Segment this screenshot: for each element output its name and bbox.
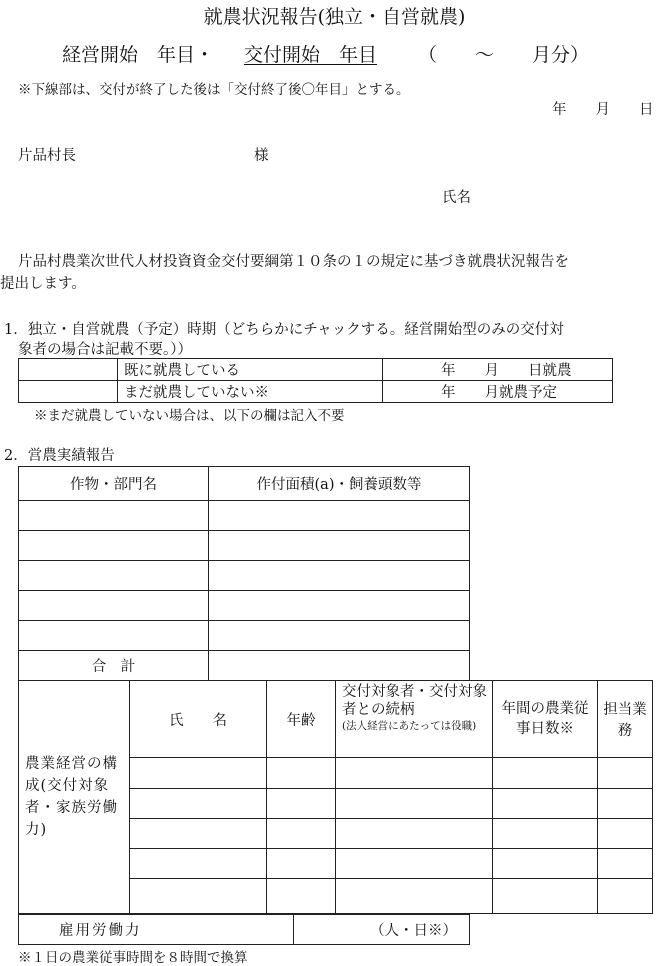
crop-header: 作物・部門名 — [19, 467, 209, 501]
area-cell[interactable] — [209, 591, 470, 621]
section1-heading: 1．独立・自営就農（予定）時期（どちらかにチャックする。経営開始型のみの交付対 — [4, 322, 564, 338]
subtitle-part2: 交付開始 年目 — [244, 44, 378, 66]
name-cell[interactable] — [130, 849, 267, 879]
total-value[interactable] — [209, 651, 470, 681]
crop-cell[interactable] — [19, 501, 209, 531]
days-header: 年間の農業従事日数※ — [493, 681, 598, 758]
relation-cell[interactable] — [336, 758, 493, 789]
subtitle-part3: （ ～ 月分） — [418, 44, 590, 66]
relation-header — [336, 681, 493, 758]
name-header: 氏 名 — [130, 681, 267, 758]
option-not-yet: まだ就農していない※ — [118, 381, 383, 403]
crop-cell[interactable] — [19, 621, 209, 651]
days-cell[interactable] — [493, 819, 598, 849]
checkbox-not-yet[interactable] — [19, 381, 118, 403]
age-cell[interactable] — [267, 879, 336, 914]
days-cell[interactable] — [493, 758, 598, 789]
name-cell[interactable] — [130, 819, 267, 849]
hired-unit: （人・日※） — [370, 923, 457, 939]
age-cell[interactable] — [267, 758, 336, 789]
option-already: 既に就農している — [118, 359, 383, 381]
area-cell[interactable] — [209, 621, 470, 651]
area-cell[interactable] — [209, 561, 470, 591]
area-cell[interactable] — [209, 501, 470, 531]
relation-header-sub: (法人経営にあたっては役職) — [342, 720, 477, 732]
date-already: 年 月 日就農 — [383, 359, 613, 381]
management-table — [18, 680, 653, 914]
relation-cell[interactable] — [336, 879, 493, 914]
relation-header-main: 交付対象者・交付対象者との続柄 — [342, 684, 487, 718]
duty-cell[interactable] — [598, 819, 653, 849]
name-cell[interactable] — [130, 758, 267, 789]
page-title: 就農状況報告(独立・自営就農) — [203, 6, 466, 28]
crop-cell[interactable] — [19, 561, 209, 591]
hired-label: 雇用労働力 — [19, 915, 294, 945]
age-header: 年齢 — [267, 681, 336, 758]
checkbox-already[interactable] — [19, 359, 118, 381]
duty-header: 担当業務 — [598, 681, 653, 758]
date-line: 年 月 日 — [552, 102, 654, 118]
body-text-line1: 片品村農業次世代人材投資資金交付要綱第１０条の１の規定に基づき就農状況報告を — [18, 254, 569, 270]
duty-cell[interactable] — [598, 879, 653, 914]
section1-table — [18, 358, 613, 403]
duty-cell[interactable] — [598, 789, 653, 819]
addressee: 片品村長 — [18, 148, 76, 164]
honorific: 様 — [254, 148, 269, 164]
age-cell[interactable] — [267, 849, 336, 879]
relation-cell[interactable] — [336, 789, 493, 819]
crop-cell[interactable] — [19, 591, 209, 621]
relation-cell[interactable] — [336, 819, 493, 849]
area-header: 作付面積(a)・飼養頭数等 — [209, 467, 470, 501]
days-cell[interactable] — [493, 879, 598, 914]
management-label: 農業経営の構成(交付対象者・家族労働力) — [19, 681, 130, 914]
date-not-yet: 年 月就農予定 — [383, 381, 613, 403]
days-cell[interactable] — [493, 849, 598, 879]
section1-heading-cont: 象者の場合は記載不要。）） — [18, 342, 192, 358]
total-label: 合 計 — [19, 651, 209, 681]
name-cell[interactable] — [130, 879, 267, 914]
footnote: ※１日の農業従事時間を８時間で換算 — [18, 950, 248, 966]
age-cell[interactable] — [267, 789, 336, 819]
underline-note: ※下線部は、交付が終了した後は「交付終了後〇年目」とする。 — [18, 82, 410, 98]
duty-cell[interactable] — [598, 758, 653, 789]
hired-labor-table — [18, 914, 470, 945]
section2-heading: 2．営農実績報告 — [4, 448, 115, 464]
subtitle-part1: 経営開始 年目・ — [62, 44, 215, 66]
section1-note: ※まだ就農していない場合は、以下の欄は記入不要 — [34, 408, 345, 424]
area-cell[interactable] — [209, 531, 470, 561]
days-cell[interactable] — [493, 789, 598, 819]
duty-cell[interactable] — [598, 849, 653, 879]
crop-cell[interactable] — [19, 531, 209, 561]
relation-cell[interactable] — [336, 849, 493, 879]
hired-value[interactable] — [294, 915, 470, 945]
crop-table — [18, 466, 470, 681]
body-text-line2: 提出します。 — [0, 276, 86, 292]
name-cell[interactable] — [130, 789, 267, 819]
name-label: 氏名 — [442, 190, 471, 206]
age-cell[interactable] — [267, 819, 336, 849]
